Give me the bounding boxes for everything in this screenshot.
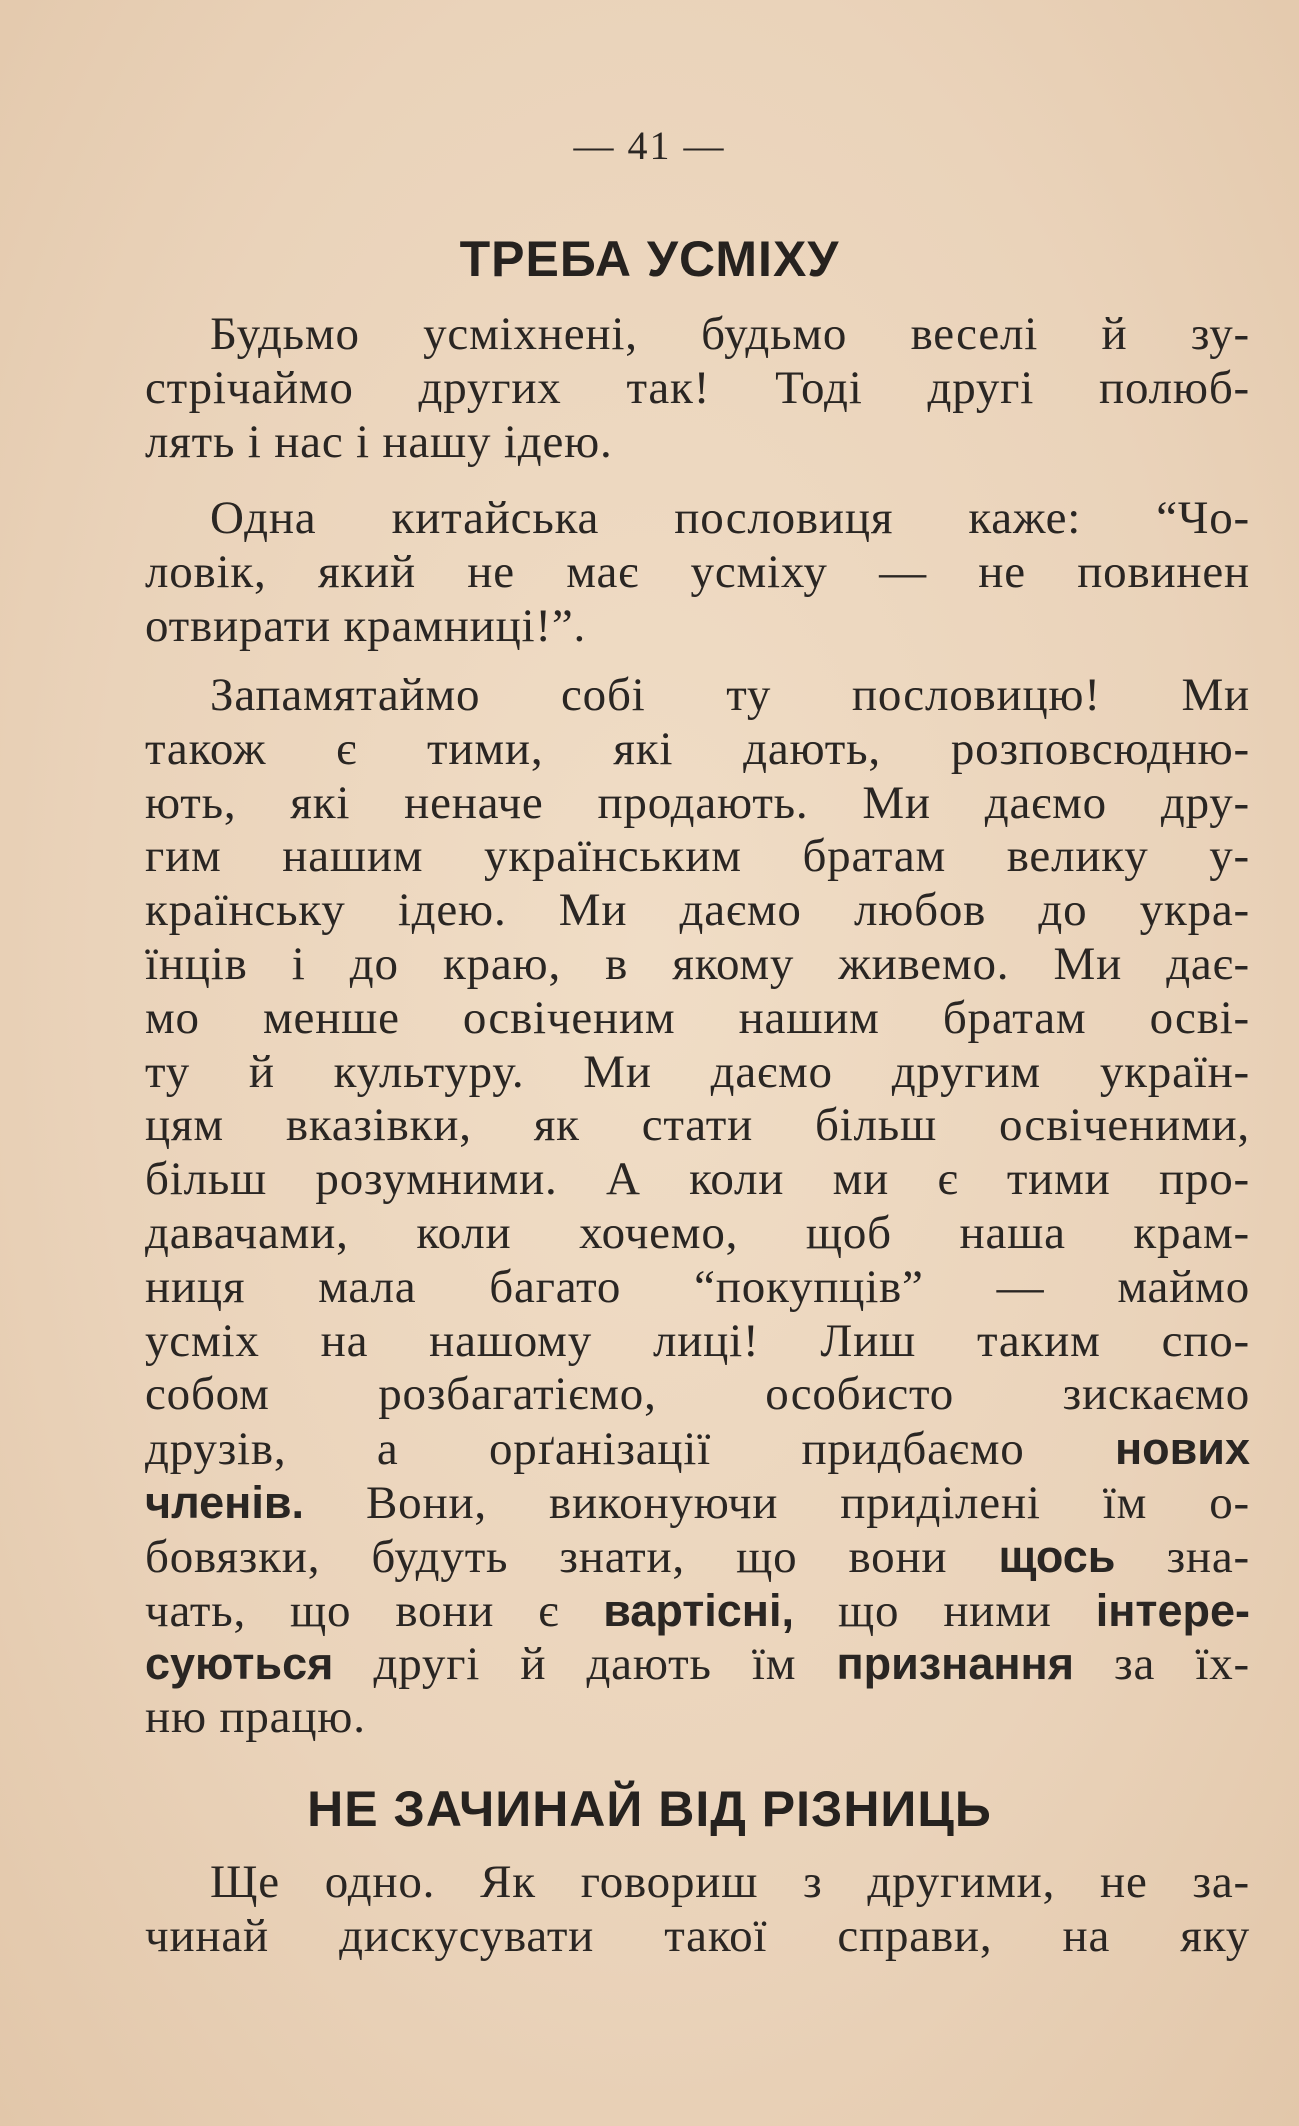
text-line: Ще одно. Як говориш з другими, не за- [210, 1856, 1250, 1908]
page-number: — 41 — [573, 123, 726, 168]
text-run: Вони, виконуючи приділені їм о- [304, 1476, 1250, 1529]
bold-text: вартісні, [603, 1584, 794, 1636]
bold-text: щось [998, 1530, 1116, 1582]
bold-text: признання [836, 1638, 1074, 1690]
text-line: гим нашим українським братам велику у- [145, 830, 1250, 883]
text-line: отвирати крамниці!”. [145, 599, 587, 652]
paragraph [145, 669, 1250, 1745]
text-line: Будьмо усміхнені, будьмо веселі й зу- [210, 308, 1250, 360]
text-line: ловік, який не має усміху — не повинен [145, 545, 1250, 598]
text-run: другі й дають їм [333, 1638, 837, 1691]
text-run: що ними [793, 1584, 1096, 1637]
text-line: країнську ідею. Ми даємо любов до укра- [145, 884, 1250, 937]
bold-text: членів. [145, 1476, 304, 1528]
bold-text: нових [1114, 1423, 1250, 1475]
text-line: собом розбагатіємо, особисто зискаємо [145, 1368, 1250, 1421]
text-line: лять і нас і нашу ідею. [145, 415, 613, 468]
text-line: стрічаймо других так! Тоді другі полюб- [145, 361, 1250, 414]
text-line: мо менше освіченим нашим братам осві- [145, 991, 1250, 1044]
text-line: Одна китайська пословиця каже: “Чо- [210, 492, 1250, 544]
text-run: бовязки, будуть знати, що вони [145, 1530, 999, 1583]
paragraph [145, 1856, 1250, 1964]
text-run: зна- [1115, 1530, 1250, 1583]
text-line [145, 1530, 1250, 1584]
text-line: ню працю. [145, 1691, 366, 1744]
text-line [145, 1637, 1250, 1691]
text-line [145, 1422, 1250, 1476]
text-line: цям вказівки, як стати більш освіченими, [145, 1099, 1250, 1152]
text-line: ниця мала багато “покупців” — маймо [145, 1260, 1250, 1313]
text-run: за їх- [1074, 1638, 1250, 1691]
text-run: чать, що вони є [145, 1584, 604, 1637]
text-run: друзів, а орґанізації придбаємо [145, 1423, 1115, 1476]
text-line: більш розумними. А коли ми є тими про- [145, 1153, 1250, 1206]
section-title: ТРЕБА УСМІХУ [459, 231, 840, 287]
section-title: НЕ ЗАЧИНАЙ ВІД РІЗНИЦЬ [307, 1781, 992, 1837]
text-line: їнців і до краю, в якому живемо. Ми дає- [145, 937, 1250, 990]
text-line: Запамятаймо собі ту пословицю! Ми [210, 669, 1250, 721]
paragraph [145, 308, 1250, 469]
text-line: ту й культуру. Ми даємо другим україн- [145, 1045, 1250, 1098]
text-line: усміх на нашому лиці! Лиш таким спо- [145, 1314, 1250, 1367]
text-line: чинай дискусувати такої справи, на яку [145, 1909, 1250, 1962]
text-line [145, 1584, 1250, 1638]
bold-text: інтере- [1095, 1584, 1250, 1636]
bold-text: суються [145, 1638, 334, 1690]
paragraph [145, 492, 1250, 653]
text-line: давачами, коли хочемо, щоб наша крам- [145, 1206, 1250, 1259]
text-line: ють, які неначе продають. Ми даємо дру- [145, 776, 1250, 829]
text-line: також є тими, які дають, розповсюдню- [145, 722, 1250, 775]
text-line [145, 1476, 1250, 1530]
